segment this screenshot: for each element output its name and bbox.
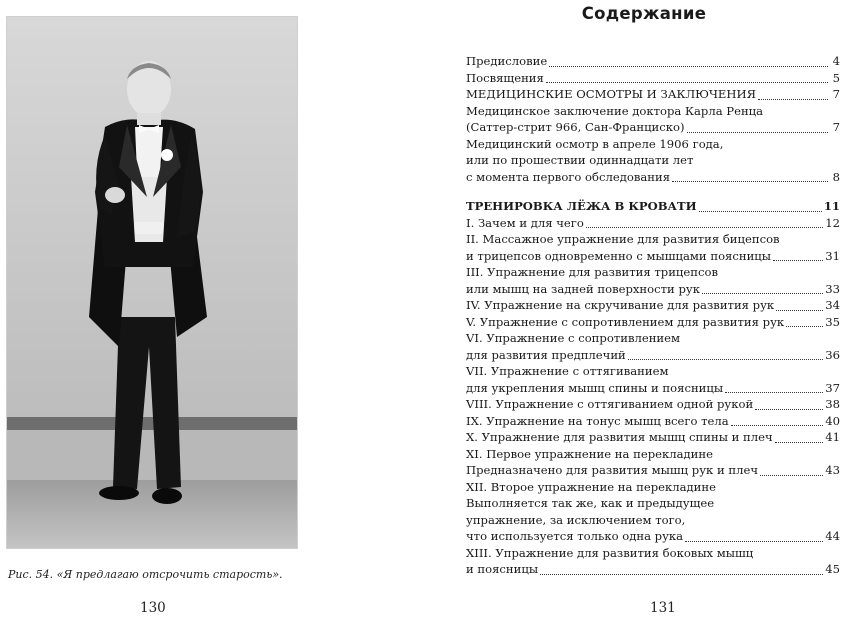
toc-line <box>466 479 840 496</box>
table-of-contents <box>466 53 840 578</box>
toc-page-number: 40 <box>825 413 840 428</box>
toc-line <box>466 231 840 248</box>
toc-entry-text: для укрепления мышц спины и поясницы <box>466 380 724 395</box>
toc-entry <box>466 53 840 70</box>
toc-line <box>466 545 840 562</box>
toc-leader-dots <box>546 82 828 83</box>
toc-entry-text: III. Упражнение для развития трицепсов <box>466 265 718 279</box>
toc-leader-dots <box>760 475 823 476</box>
toc-entry <box>466 198 840 215</box>
toc-entry-text: и трицепсов одновременно с мышцами поясницы <box>466 248 771 263</box>
toc-entry <box>466 413 840 430</box>
toc-entry <box>466 429 840 446</box>
toc-line <box>466 264 840 281</box>
toc-page-number: 34 <box>825 298 840 312</box>
toc-entry-text: или мышц на задней поверхности рук <box>466 281 700 296</box>
toc-leader-dots <box>586 227 823 228</box>
toc-entry-text: или по прошествии одиннадцати лет <box>466 153 694 167</box>
toc-page-number: 37 <box>825 380 840 395</box>
toc-entry-text: VI. Упражнение с сопротивлением <box>466 331 681 345</box>
toc-page-number: 33 <box>825 281 840 296</box>
toc-page-number: 4 <box>832 54 840 68</box>
toc-entry <box>466 380 840 397</box>
toc-entry-text: Предназначено для развития мышц рук и плеч <box>466 463 758 477</box>
toc-page-number: 7 <box>832 87 840 101</box>
toc-page-number: 38 <box>825 397 840 411</box>
toc-line <box>466 495 840 512</box>
toc-entry <box>466 297 840 314</box>
toc-entry-text: что используется только одна рука <box>466 529 684 543</box>
toc-leader-dots <box>725 392 823 393</box>
toc-line <box>466 152 840 169</box>
toc-entry-text: (Саттер-стрит 966, Сан-Франциско) <box>466 120 685 134</box>
toc-title: Содержание <box>581 4 707 23</box>
toc-leader-dots <box>786 326 823 327</box>
toc-entry-text: XII. Второе упражнение на перекладине <box>466 479 716 494</box>
portrait-photo-image <box>7 17 297 548</box>
toc-entry-text: VII. Упражнение с оттягиванием <box>466 364 669 378</box>
toc-page-number: 7 <box>832 120 840 134</box>
toc-line <box>466 363 840 380</box>
toc-entry-text: IV. Упражнение на скручивание для развития рук <box>466 298 775 312</box>
toc-line <box>466 103 840 120</box>
toc-entry-text: и поясницы <box>466 562 539 576</box>
portrait-photo <box>6 16 298 549</box>
toc-leader-dots <box>628 359 823 360</box>
toc-leader-dots <box>773 260 823 261</box>
toc-entry-text: для развития предплечий <box>466 347 626 362</box>
toc-page-number: 5 <box>832 70 840 85</box>
toc-entry-text: II. Массажное упражнение для развития бицепсов <box>466 232 780 246</box>
toc-leader-dots <box>775 442 824 443</box>
toc-entry-text: с момента первого обследования <box>466 169 671 184</box>
toc-leader-dots <box>699 211 822 212</box>
toc-entry <box>466 281 840 298</box>
toc-page-number: 43 <box>825 463 840 477</box>
toc-leader-dots <box>549 66 828 67</box>
toc-entry-text: ТРЕНИРОВКА ЛЁЖА В КРОВАТИ <box>466 199 697 213</box>
toc-line <box>466 136 840 153</box>
toc-entry <box>466 561 840 578</box>
toc-entry <box>466 347 840 364</box>
toc-entry <box>466 169 840 186</box>
toc-page-number: 45 <box>825 562 840 576</box>
toc-page-number: 35 <box>825 314 840 329</box>
toc-entry-text: X. Упражнение для развития мышц спины и плеч <box>466 430 773 444</box>
toc-entry-text: XI. Первое упражнение на перекладине <box>466 446 713 461</box>
toc-entry-text: I. Зачем и для чего <box>466 215 584 230</box>
toc-entry <box>466 462 840 479</box>
toc-entry-text: Посвящения <box>466 70 544 85</box>
toc-leader-dots <box>540 574 823 575</box>
toc-entry-text: Медицинский осмотр в апреле 1906 года, <box>466 136 724 151</box>
toc-leader-dots <box>687 132 828 133</box>
toc-page-number: 12 <box>825 215 840 230</box>
toc-line <box>466 446 840 463</box>
toc-section-bed-training <box>466 198 840 578</box>
toc-entry <box>466 70 840 87</box>
toc-leader-dots <box>758 99 828 100</box>
toc-entry <box>466 248 840 265</box>
toc-line <box>466 512 840 529</box>
toc-page-number: 41 <box>825 430 840 444</box>
toc-entry-text: МЕДИЦИНСКИЕ ОСМОТРЫ И ЗАКЛЮЧЕНИЯ <box>466 87 756 101</box>
figure-caption: Рис. 54. «Я предлагаю отсрочить старость». <box>8 568 283 581</box>
toc-entry-text: Медицинское заключение доктора Карла Ренца <box>466 103 764 118</box>
toc-entry-text: IX. Упражнение на тонус мышц всего тела <box>466 413 729 428</box>
toc-entry <box>466 396 840 413</box>
page-number-left: 130 <box>140 600 166 616</box>
toc-leader-dots <box>731 425 824 426</box>
toc-page-number: 8 <box>832 169 840 184</box>
toc-line <box>466 330 840 347</box>
page-number-right: 131 <box>650 600 676 616</box>
toc-section-front-matter <box>466 53 840 185</box>
toc-page-number: 11 <box>823 199 840 213</box>
toc-entry-text: Предисловие <box>466 54 548 68</box>
toc-leader-dots <box>685 541 823 542</box>
toc-leader-dots <box>672 181 828 182</box>
toc-entry-text: упражнение, за исключением того, <box>466 512 686 527</box>
toc-leader-dots <box>776 310 823 311</box>
toc-page-number: 44 <box>825 529 840 543</box>
right-page <box>428 0 856 630</box>
toc-entry-text: VIII. Упражнение с оттягиванием одной рукой <box>466 397 754 411</box>
toc-entry <box>466 86 840 103</box>
toc-entry <box>466 119 840 136</box>
toc-page-number: 36 <box>825 347 840 362</box>
toc-entry <box>466 314 840 331</box>
toc-entry <box>466 215 840 232</box>
toc-leader-dots <box>755 409 823 410</box>
toc-gap <box>466 185 840 198</box>
toc-entry-text: XIII. Упражнение для развития боковых мышц <box>466 545 754 560</box>
toc-entry-text: Выполняется так же, как и предыдущее <box>466 496 715 510</box>
toc-entry-text: V. Упражнение с сопротивлением для развития рук <box>466 314 785 329</box>
toc-page-number: 31 <box>825 248 840 263</box>
toc-entry <box>466 528 840 545</box>
toc-leader-dots <box>702 293 823 294</box>
